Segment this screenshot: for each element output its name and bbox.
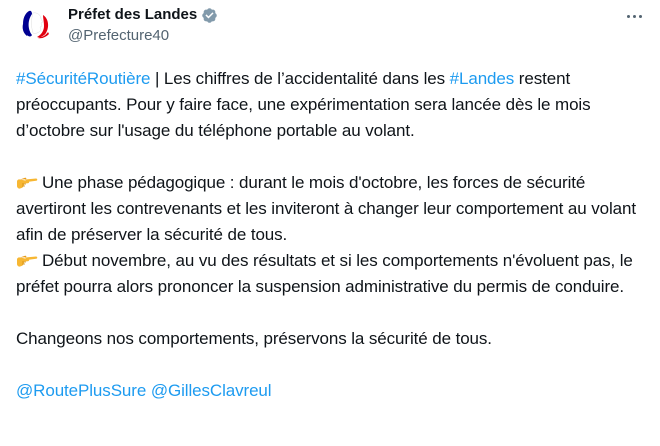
display-name[interactable]: Préfet des Landes — [68, 6, 198, 23]
verified-badge-icon[interactable] — [201, 7, 218, 24]
paragraph-mentions — [16, 378, 648, 404]
mention-link[interactable]: @RoutePlusSure — [16, 381, 147, 400]
phase-one-text: Une phase pédagogique : durant le mois d'octobre, les forces de sécurité avertiront les contrevenants et les inviteront à changer leur comportement au volant afin de préserver la sécurité de tous. — [16, 173, 636, 244]
intro-text-continued: restent préoccupants. Pour y faire face, une expérimentation sera lancée dès le mois d’octobre sur l'usage du téléphone portable au volant. — [16, 69, 591, 140]
pointing-hand-icon — [16, 251, 38, 269]
dot-icon — [639, 15, 642, 18]
phase-two-text: Début novembre, au vu des résultats et si les comportements n'évoluent pas, le préfet pourra alors prononcer la suspension administrative du permis de conduire. — [16, 251, 633, 296]
dot-icon — [627, 15, 630, 18]
paragraph-phase-two — [16, 248, 648, 300]
tweet-text — [16, 66, 648, 404]
tweet-header — [16, 4, 646, 48]
author-names — [68, 5, 218, 46]
paragraph-phase-one — [16, 170, 648, 248]
hashtag-link[interactable]: #Landes — [449, 69, 515, 88]
paragraph-intro — [16, 66, 648, 144]
more-options-icon[interactable] — [622, 6, 646, 26]
intro-text: | Les chiffres de l’accidentalité dans les — [150, 69, 450, 88]
paragraph-closing: Changeons nos comportements, préservons la sécurité de tous. — [16, 329, 492, 348]
dot-icon — [633, 15, 636, 18]
marianne-logo-icon — [16, 4, 56, 44]
mention-link[interactable]: @GillesClavreul — [150, 381, 272, 400]
author-handle[interactable]: @Prefecture40 — [68, 27, 170, 44]
avatar[interactable] — [16, 4, 56, 44]
pointing-hand-icon — [16, 173, 38, 191]
hashtag-link[interactable]: #SécuritéRoutière — [16, 69, 151, 88]
